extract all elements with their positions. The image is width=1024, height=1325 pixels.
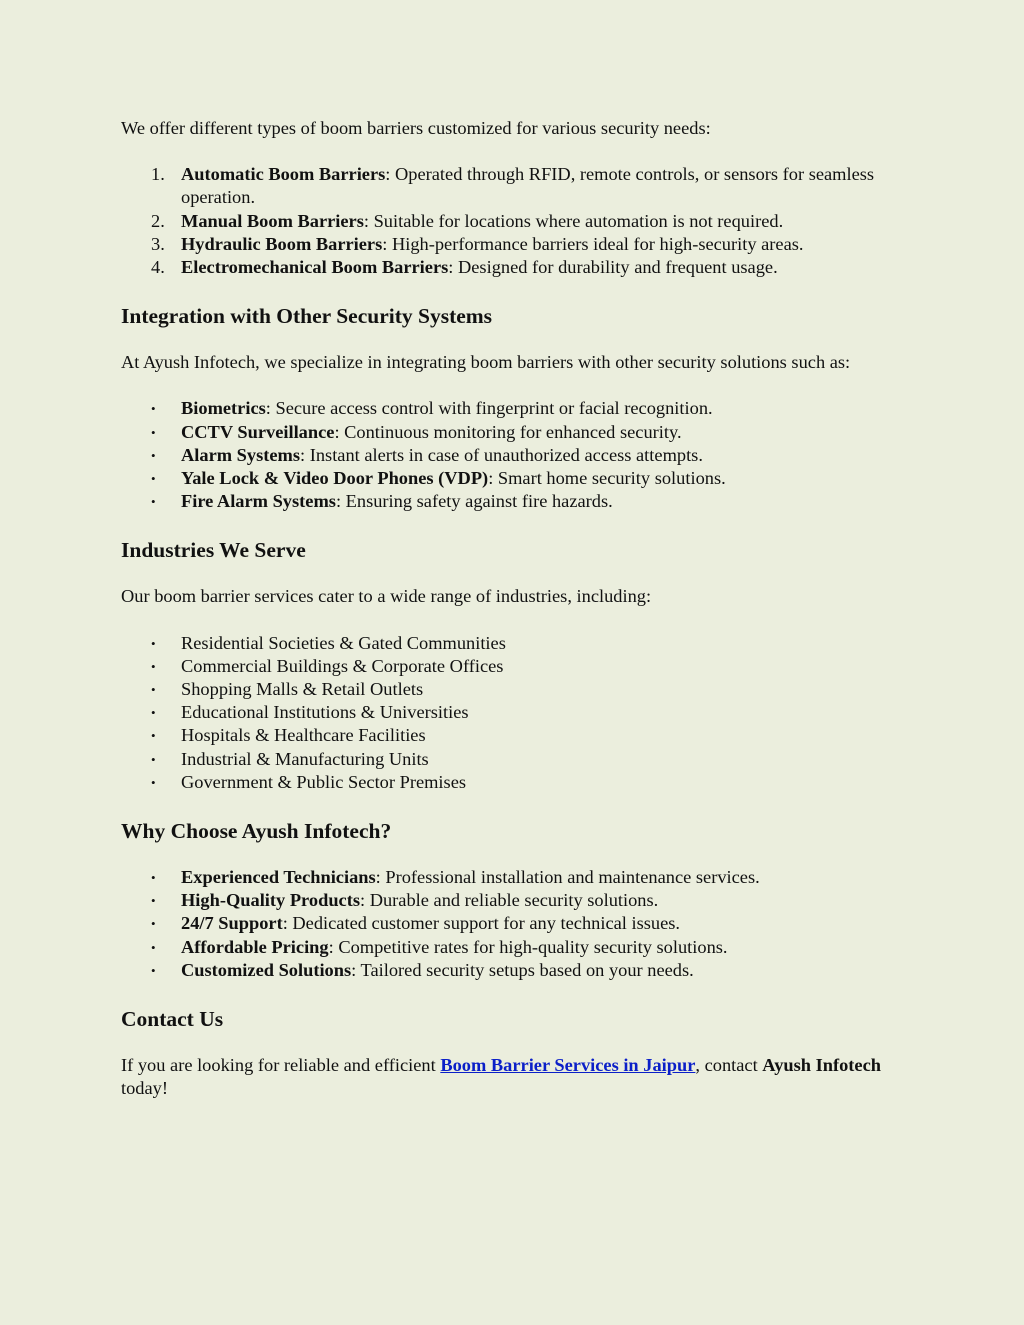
list-item <box>121 959 906 982</box>
bullet-icon: • <box>151 658 156 674</box>
contact-heading: Contact Us <box>121 1007 224 1032</box>
item-title: Affordable Pricing <box>181 936 329 957</box>
industries-paragraph: Our boom barrier services cater to a wide range of industries, including: <box>121 586 652 607</box>
list-item <box>121 771 906 794</box>
item-title: Hydraulic Boom Barriers <box>181 233 383 254</box>
list-item <box>121 912 906 935</box>
item-title: Fire Alarm Systems <box>181 491 336 512</box>
list-number: 1. <box>151 164 165 185</box>
list-item <box>121 444 906 467</box>
list-item <box>121 748 906 771</box>
item-text: Commercial Buildings & Corporate Offices <box>181 655 504 676</box>
list-item <box>121 678 906 701</box>
item-title: Customized Solutions <box>181 959 352 980</box>
item-text: Educational Institutions & Universities <box>181 702 469 723</box>
list-item <box>121 866 906 889</box>
list-item <box>121 701 906 724</box>
why-heading: Why Choose Ayush Infotech? <box>121 819 392 844</box>
item-text: Hospitals & Healthcare Facilities <box>181 725 426 746</box>
item-text: Industrial & Manufacturing Units <box>181 748 429 769</box>
list-item <box>121 163 906 209</box>
item-description: : Dedicated customer support for any technical issues. <box>282 913 681 934</box>
item-title: Electromechanical Boom Barriers <box>181 257 449 278</box>
list-item <box>121 467 906 490</box>
bullet-icon: • <box>151 401 156 417</box>
item-description: : Smart home security solutions. <box>488 468 726 489</box>
bullet-icon: • <box>151 774 156 790</box>
list-number: 3. <box>151 233 165 254</box>
bullet-icon: • <box>151 916 156 932</box>
list-item <box>121 210 906 233</box>
item-title: Yale Lock & Video Door Phones (VDP) <box>181 468 489 489</box>
item-description: : Ensuring safety against fire hazards. <box>335 491 613 512</box>
item-title: Manual Boom Barriers <box>181 210 364 231</box>
item-text: Shopping Malls & Retail Outlets <box>181 679 424 700</box>
intro-paragraph: We offer different types of boom barriers customized for various security needs: <box>121 118 711 138</box>
item-text: Residential Societies & Gated Communities <box>181 632 506 653</box>
list-item <box>121 256 906 279</box>
company-name: Ayush Infotech <box>762 1055 881 1076</box>
item-description: : Tailored security setups based on your needs. <box>351 959 694 980</box>
list-number: 2. <box>151 210 165 231</box>
barrier-types-list <box>121 163 906 279</box>
bullet-icon: • <box>151 893 156 909</box>
bullet-icon: • <box>151 962 156 978</box>
item-title: Alarm Systems <box>181 444 301 465</box>
bullet-icon: • <box>151 751 156 767</box>
item-description: : Professional installation and maintenance services. <box>375 867 760 888</box>
item-description: : Continuous monitoring for enhanced security. <box>334 421 682 442</box>
integration-paragraph: At Ayush Infotech, we specialize in integrating boom barriers with other security solutions such as: <box>121 352 851 373</box>
item-description: : Suitable for locations where automation is not required. <box>363 210 784 231</box>
list-item <box>121 936 906 959</box>
contact-paragraph <box>121 1054 906 1100</box>
bullet-icon: • <box>151 728 156 744</box>
bullet-icon: • <box>151 682 156 698</box>
list-item <box>121 724 906 747</box>
list-item <box>121 632 906 655</box>
item-description: : Competitive rates for high-quality security solutions. <box>328 936 728 957</box>
list-item <box>121 233 906 256</box>
item-title: CCTV Surveillance <box>181 421 335 442</box>
item-description: : Durable and reliable security solutions. <box>360 890 659 911</box>
bullet-icon: • <box>151 635 156 651</box>
document-page <box>121 117 906 1100</box>
industries-list <box>121 632 906 794</box>
list-number: 4. <box>151 257 165 278</box>
item-description: : High-performance barriers ideal for high-security areas. <box>382 233 804 254</box>
boom-barrier-services-link[interactable]: Boom Barrier Services in Jaipur <box>440 1055 696 1076</box>
bullet-icon: • <box>151 494 156 510</box>
list-item <box>121 655 906 678</box>
bullet-icon: • <box>151 870 156 886</box>
item-title: Automatic Boom Barriers <box>181 164 386 185</box>
item-description: : Instant alerts in case of unauthorized access attempts. <box>300 444 703 465</box>
item-description: : Operated through RFID, remote controls, or sensors for seamless operation. <box>181 164 875 208</box>
contact-text-before: If you are looking for reliable and efficient <box>121 1055 441 1076</box>
bullet-icon: • <box>151 447 156 463</box>
bullet-icon: • <box>151 939 156 955</box>
industries-heading: Industries We Serve <box>121 538 306 563</box>
contact-text-after: today! <box>121 1078 168 1099</box>
list-item <box>121 421 906 444</box>
bullet-icon: • <box>151 471 156 487</box>
integration-list <box>121 397 906 513</box>
bullet-icon: • <box>151 424 156 440</box>
item-description: : Secure access control with fingerprint or facial recognition. <box>265 398 713 419</box>
why-list <box>121 866 906 982</box>
contact-text-middle: , contact <box>695 1055 763 1076</box>
list-item <box>121 397 906 420</box>
item-text: Government & Public Sector Premises <box>181 771 467 792</box>
item-title: High-Quality Products <box>181 890 360 911</box>
bullet-icon: • <box>151 705 156 721</box>
item-title: Biometrics <box>181 398 266 419</box>
list-item <box>121 889 906 912</box>
integration-heading: Integration with Other Security Systems <box>121 304 493 329</box>
item-title: 24/7 Support <box>181 913 283 934</box>
item-description: : Designed for durability and frequent usage. <box>448 257 778 278</box>
list-item <box>121 490 906 513</box>
item-title: Experienced Technicians <box>181 867 376 888</box>
